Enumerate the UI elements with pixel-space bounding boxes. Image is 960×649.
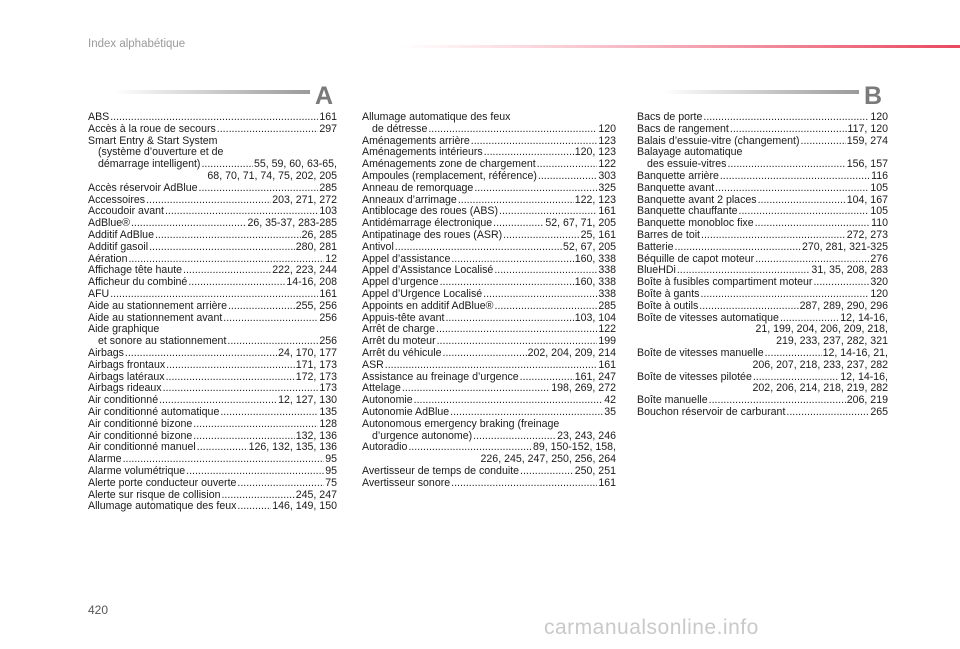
index-term: Boîte de vitesses pilotée: [637, 370, 752, 383]
index-term: Batterie: [637, 240, 674, 253]
index-entry[interactable]: [362, 230, 616, 242]
page-references: 160, 338: [574, 252, 616, 265]
index-term: Air conditionné bizone: [88, 417, 193, 430]
page-references: 31, 35, 208, 283: [811, 264, 888, 277]
index-term: Bacs de rangement: [637, 122, 729, 135]
dot-leader: [675, 242, 801, 254]
dot-leader: [199, 183, 319, 195]
page-references: 135: [319, 405, 337, 418]
index-column-1: [88, 112, 337, 513]
index-term: Air conditionné automatique: [88, 405, 220, 418]
page-references-continued: 206, 207, 218, 233, 237, 282: [752, 358, 888, 371]
dot-leader: [436, 324, 597, 336]
page-references: 161: [319, 287, 337, 300]
index-term: Additif AdBlue: [88, 228, 154, 241]
dot-leader: [758, 195, 846, 207]
index-term: Barres de toit: [637, 228, 701, 241]
dot-leader: [699, 301, 798, 313]
index-term: Air conditionné: [88, 394, 159, 407]
page-references: 120: [598, 122, 616, 135]
page-references: 161: [319, 111, 337, 123]
index-term: des essuie-vitres: [647, 158, 727, 171]
index-term: Affichage tête haute: [88, 264, 183, 277]
index-term: Balais d’essuie-vitre (changement): [637, 134, 800, 147]
index-term: Aménagements intérieurs: [362, 146, 483, 159]
index-term: Anneaux d’arrimage: [362, 193, 457, 206]
index-term: Aménagements zone de chargement: [362, 158, 536, 171]
dot-leader: [217, 124, 319, 136]
page-references: 160, 338: [574, 276, 616, 289]
dot-leader: [197, 442, 248, 454]
page-references: 12, 14-16,: [840, 311, 888, 324]
index-term: Banquette monobloc fixe: [637, 217, 754, 230]
index-term: Alarme: [88, 453, 122, 466]
index-term: Banquette avant 2 places: [637, 193, 757, 206]
page-references: 198, 269, 272: [551, 382, 616, 395]
index-term: Antiblocage des roues (ABS): [362, 205, 499, 218]
page-references: 250, 251: [574, 464, 616, 477]
dot-leader: [125, 348, 277, 360]
page-references: 222, 223, 244: [272, 264, 337, 277]
page-references: 126, 132, 135, 136: [248, 441, 337, 454]
index-term: Attelage: [362, 382, 401, 395]
index-term: de détresse: [372, 122, 428, 135]
page-references: 285: [598, 299, 616, 312]
section-header-b: [637, 82, 887, 110]
dot-leader: [223, 313, 318, 325]
index-term-line: Balayage automatique: [637, 146, 743, 159]
index-entry[interactable]: [637, 289, 888, 301]
dot-leader: [186, 466, 324, 478]
dot-leader: [443, 348, 527, 360]
index-term: Airbags latéraux: [88, 370, 165, 383]
index-term: AdBlue®: [88, 217, 130, 230]
page-references: 338: [598, 287, 616, 300]
index-term: Aménagements arrière: [362, 134, 470, 147]
dot-leader: [450, 407, 603, 419]
index-term-line: Allumage automatique des feux: [362, 111, 511, 123]
dot-leader: [395, 242, 562, 254]
page-references: 276: [870, 252, 888, 265]
page-references: 203, 271, 272: [272, 193, 337, 206]
index-entry[interactable]: [88, 289, 337, 301]
index-term: Boîte de vitesses automatique: [637, 311, 779, 324]
page-references: 325: [598, 181, 616, 194]
index-entry[interactable]: [637, 242, 888, 254]
index-term: Aide au stationnement avant: [88, 311, 223, 324]
index-term: Aération: [88, 252, 128, 265]
dot-leader: [765, 348, 822, 360]
index-entry[interactable]: [637, 407, 888, 419]
index-entry[interactable]: [637, 230, 888, 242]
index-term: Antipatinage des roues (ASR): [362, 228, 503, 241]
index-term: Autoradio: [362, 441, 408, 454]
page-references: 285: [319, 181, 337, 194]
page-references: 103: [319, 205, 337, 218]
page-references: 122: [598, 158, 616, 171]
index-term: Boîte de vitesses manuelle: [637, 346, 764, 359]
dot-leader: [402, 383, 550, 395]
index-term: et sonore au stationnement: [98, 335, 227, 348]
index-entry[interactable]: [362, 360, 616, 372]
dot-leader: [228, 301, 295, 313]
page-references: 123: [598, 134, 616, 147]
page-references: 26, 285: [301, 228, 337, 241]
dot-leader: [166, 372, 295, 384]
index-term: ASR: [362, 358, 384, 371]
index-entry[interactable]: [362, 478, 616, 490]
page-references: 159, 274: [846, 134, 888, 147]
page-references: 55, 59, 60, 63-65,: [253, 158, 337, 171]
dot-leader: [727, 159, 845, 171]
index-term: Aide au stationnement arrière: [88, 299, 227, 312]
page-references-continued: 21, 199, 204, 206, 209, 218,: [755, 323, 888, 336]
page-references: 12: [325, 252, 337, 265]
page-references: 120: [870, 111, 888, 123]
page-references: 272, 273: [846, 228, 888, 241]
page-references: 280, 281: [295, 240, 337, 253]
page-references: 52, 67, 71, 205: [545, 217, 616, 230]
index-term: Anneau de remorquage: [362, 181, 474, 194]
page-references: 26, 35-37, 283-285: [247, 217, 337, 230]
index-term: Antidémarrage électronique: [362, 217, 493, 230]
page-references: 172, 173: [295, 370, 337, 383]
dot-leader: [188, 277, 285, 289]
page-references: 122: [598, 323, 616, 336]
index-entry[interactable]: [88, 230, 337, 242]
index-term: Accessoires: [88, 193, 146, 206]
page-references: 116: [871, 169, 888, 182]
page-references: 297: [319, 122, 337, 135]
dot-leader: [720, 171, 870, 183]
index-term: Autonomie AdBlue: [362, 405, 450, 418]
page-references: 206, 219: [846, 394, 888, 407]
page-references: 161: [598, 358, 616, 371]
page-references: 14-16, 208: [286, 276, 337, 289]
dot-leader: [701, 230, 846, 242]
section-rule: [114, 90, 310, 94]
index-term: Allumage automatique des feux: [88, 500, 237, 513]
page-references: 120, 123: [574, 146, 616, 159]
page-references: 105: [870, 205, 888, 218]
page-references: 24, 170, 177: [278, 346, 337, 359]
page-references-continued: 202, 206, 214, 218, 219, 282: [752, 382, 888, 395]
page-references: 12, 14-16,: [840, 370, 888, 383]
section-rule: [663, 90, 859, 94]
dot-leader: [483, 289, 597, 301]
index-term: Arrêt de charge: [362, 323, 436, 336]
index-entry[interactable]: [362, 183, 616, 195]
index-entry[interactable]: [637, 348, 888, 360]
index-entry[interactable]: [362, 407, 616, 419]
index-entry[interactable]: [362, 171, 616, 183]
dot-leader: [503, 230, 579, 242]
page-references: 161, 247: [574, 370, 616, 383]
page-references: 12, 14-16, 21,: [822, 346, 888, 359]
index-term: Avertisseur sonore: [362, 476, 451, 489]
index-term: Accoudoir avant: [88, 205, 164, 218]
index-entry[interactable]: [362, 348, 616, 360]
page-references: 199: [598, 335, 616, 348]
index-entry[interactable]: [88, 407, 337, 419]
dot-leader: [537, 159, 598, 171]
page-references: 25, 161: [580, 228, 616, 241]
index-entry[interactable]: [88, 277, 337, 289]
index-column-3: [637, 112, 888, 419]
page-references-continued: 68, 70, 71, 74, 75, 202, 205: [207, 169, 337, 182]
dot-leader: [237, 501, 271, 513]
index-term-line: (système d’ouverture et de: [98, 146, 224, 159]
dot-leader: [801, 136, 846, 148]
index-term: Accès réservoir AdBlue: [88, 181, 198, 194]
index-entry[interactable]: [88, 360, 337, 372]
index-term: Avertisseur de temps de conduite: [362, 464, 520, 477]
dot-leader: [166, 360, 295, 372]
dot-leader: [715, 183, 869, 195]
index-term: Airbags rideaux: [88, 382, 162, 395]
index-term: Ampoules (remplacement, référence): [362, 169, 537, 182]
page-references: 171, 173: [295, 358, 337, 371]
dot-leader: [110, 289, 318, 301]
index-term: Banquette arrière: [637, 169, 719, 182]
page-references: 52, 67, 205: [562, 240, 616, 253]
index-entry[interactable]: [88, 478, 337, 490]
page-references: 265: [870, 405, 888, 418]
index-entry[interactable]: [88, 466, 337, 478]
page-references: 117, 120: [847, 122, 888, 135]
page-references: 120: [870, 287, 888, 300]
header-title: Index alphabétique: [88, 38, 186, 50]
index-entry[interactable]: [88, 124, 337, 136]
page-references: 105: [870, 181, 888, 194]
index-term: Bacs de porte: [637, 111, 703, 123]
index-entry[interactable]: [88, 501, 337, 513]
dot-leader: [474, 183, 597, 195]
index-term: Arrêt du moteur: [362, 335, 436, 348]
dot-leader: [786, 407, 869, 419]
index-entry[interactable]: [637, 301, 888, 313]
page-references: 132, 136: [295, 429, 337, 442]
index-term: ABS: [88, 111, 110, 123]
dot-leader: [220, 407, 318, 419]
index-entry[interactable]: [88, 348, 337, 360]
dot-leader: [183, 265, 271, 277]
page-references: 256: [319, 311, 337, 324]
dot-leader: [146, 195, 271, 207]
page-references-continued: 226, 245, 247, 250, 256, 264: [480, 453, 616, 466]
index-term: Boîte manuelle: [637, 394, 708, 407]
page-references: 320: [870, 276, 888, 289]
index-term: Banquette chauffante: [637, 205, 738, 218]
dot-leader: [451, 478, 597, 490]
page-references-continued: 219, 233, 237, 282, 321: [776, 335, 888, 348]
index-term-line: Smart Entry & Start System: [88, 134, 218, 147]
index-entry[interactable]: [362, 242, 616, 254]
page-references: 146, 149, 150: [272, 500, 337, 513]
index-term: Antivol: [362, 240, 394, 253]
index-term: d’urgence autonome): [372, 429, 473, 442]
page-references: 161: [598, 205, 616, 218]
index-term: Air conditionné bizone: [88, 429, 193, 442]
index-term: Appel d’Assistance Localisé: [362, 264, 494, 277]
page-references: 303: [598, 169, 616, 182]
index-term: Boîte à fusibles compartiment moteur: [637, 276, 813, 289]
dot-leader: [813, 277, 869, 289]
page-references: 338: [598, 264, 616, 277]
index-term: Airbags: [88, 346, 124, 359]
index-entry[interactable]: [88, 183, 337, 195]
index-term: Autonomie: [362, 394, 413, 407]
index-column-2: [362, 112, 616, 490]
index-term: Appel d’Urgence Localisé: [362, 287, 483, 300]
index-term: BlueHDi: [637, 264, 676, 277]
page-number: 420: [88, 603, 109, 617]
page-references: 122, 123: [574, 193, 616, 206]
index-term: démarrage intelligent): [98, 158, 201, 171]
index-entry[interactable]: [88, 442, 337, 454]
page-references: 128: [319, 417, 337, 430]
index-term: Boîte à gants: [637, 287, 700, 300]
page-references: 104, 167: [846, 193, 888, 206]
index-term: Additif gasoil: [88, 240, 149, 253]
dot-leader: [237, 478, 324, 490]
page-references: 255, 256: [295, 299, 337, 312]
dot-leader: [149, 242, 295, 254]
section-header-a: [88, 82, 338, 110]
index-term: AFU: [88, 287, 110, 300]
dot-leader: [385, 360, 598, 372]
index-term: Airbags frontaux: [88, 358, 166, 371]
dot-leader: [428, 124, 597, 136]
page-references: 287, 289, 290, 296: [799, 299, 888, 312]
index-entry[interactable]: [362, 466, 616, 478]
index-term: Boîte à outils: [637, 299, 699, 312]
page-references: 42: [604, 394, 616, 407]
page-references: 12, 127, 130: [278, 394, 337, 407]
index-term: Bouchon réservoir de carburant: [637, 405, 786, 418]
index-term: Alerte porte conducteur ouverte: [88, 476, 237, 489]
page-references: 95: [325, 464, 337, 477]
page-references: 161: [598, 476, 616, 489]
index-entry[interactable]: [362, 289, 616, 301]
page-references: 75: [325, 476, 337, 489]
dot-leader: [700, 289, 869, 301]
page-references: 202, 204, 209, 214: [527, 346, 616, 359]
section-letter-a: A: [315, 82, 334, 110]
page-references: 35: [604, 405, 616, 418]
dot-leader: [495, 301, 598, 313]
index-entry[interactable]: [637, 124, 888, 136]
page-references: 95: [325, 453, 337, 466]
page-references: 89, 150-152, 158,: [532, 441, 616, 454]
page-references: 110: [871, 217, 888, 230]
page-references: 256: [319, 335, 337, 348]
index-entry[interactable]: [637, 171, 888, 183]
index-term: Appoints en additif AdBlue®: [362, 299, 494, 312]
dot-leader: [730, 124, 847, 136]
index-entry[interactable]: [362, 124, 616, 136]
page-references: 173: [319, 382, 337, 395]
index-term: Banquette avant: [637, 181, 715, 194]
dot-leader: [538, 171, 597, 183]
page-references: 156, 157: [846, 158, 888, 171]
index-term-line: Aide graphique: [88, 323, 160, 336]
dot-leader: [445, 313, 573, 325]
section-letter-b: B: [864, 82, 883, 110]
page-references: 245, 247: [295, 488, 337, 501]
index-term: Appuis-tête avant: [362, 311, 445, 324]
index-term: Appel d’assistance: [362, 252, 451, 265]
dot-leader: [520, 466, 574, 478]
index-term: Béquille de capot moteur: [637, 252, 755, 265]
header-accent-bar: [400, 45, 960, 48]
index-term: Alarme volumétrique: [88, 464, 186, 477]
page-references: 103, 104: [574, 311, 616, 324]
dot-leader: [739, 206, 870, 218]
watermark: carmanualsonline.info: [544, 616, 759, 639]
index-entry[interactable]: [88, 419, 337, 431]
index-entry[interactable]: [88, 242, 337, 254]
index-term: Accès à la roue de secours: [88, 122, 216, 135]
index-term: Appel d’urgence: [362, 276, 439, 289]
dot-leader: [155, 230, 301, 242]
index-term: Assistance au freinage d’urgence: [362, 370, 519, 383]
index-term-line: Autonomous emergency braking (freinage: [362, 417, 560, 430]
page-references: 23, 243, 246: [557, 429, 616, 442]
index-entry[interactable]: [637, 183, 888, 195]
index-term: Afficheur du combiné: [88, 276, 188, 289]
dot-leader: [193, 419, 318, 431]
index-term: Arrêt du véhicule: [362, 346, 442, 359]
page-references: 270, 281, 321-325: [801, 240, 888, 253]
index-term: Air conditionné manuel: [88, 441, 196, 454]
index-entry[interactable]: [362, 301, 616, 313]
index-entry[interactable]: [88, 301, 337, 313]
index-term: Alerte sur risque de collision: [88, 488, 221, 501]
